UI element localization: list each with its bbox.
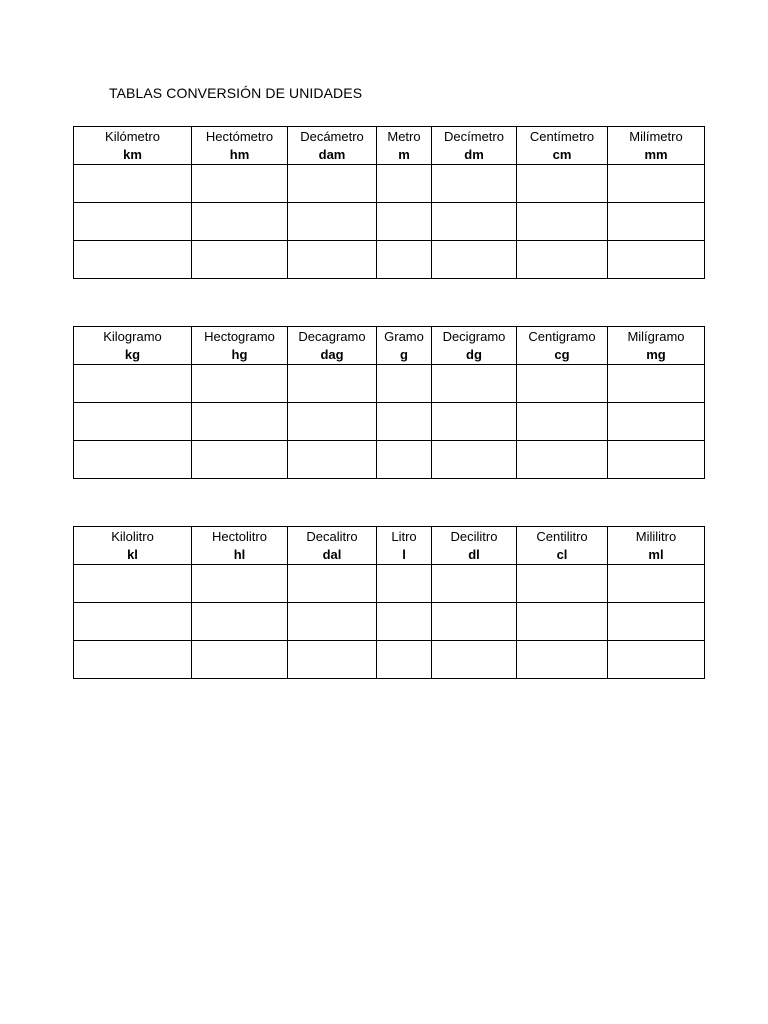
header-cell <box>288 327 377 365</box>
unit-abbreviation: dm <box>464 146 484 162</box>
table-row <box>74 241 705 279</box>
table-row <box>74 165 705 203</box>
empty-cell <box>74 403 192 441</box>
header-cell <box>608 327 705 365</box>
header-cell <box>288 127 377 165</box>
empty-cell <box>192 365 288 403</box>
unit-name: Kilogramo <box>103 328 162 344</box>
empty-cell <box>192 641 288 679</box>
empty-cell <box>432 203 517 241</box>
unit-abbreviation: dg <box>466 346 482 362</box>
empty-cell <box>608 603 705 641</box>
unit-abbreviation: mg <box>646 346 666 362</box>
empty-cell <box>288 165 377 203</box>
empty-cell <box>74 165 192 203</box>
empty-cell <box>74 441 192 479</box>
empty-cell <box>608 365 705 403</box>
header-cell <box>432 527 517 565</box>
unit-name: Milímetro <box>629 128 683 144</box>
empty-cell <box>608 441 705 479</box>
unit-name: Mililitro <box>635 528 677 544</box>
header-cell <box>74 527 192 565</box>
unit-abbreviation: cm <box>552 146 572 162</box>
empty-cell <box>377 441 432 479</box>
empty-cell <box>608 241 705 279</box>
header-cell <box>377 127 432 165</box>
table-row <box>74 565 705 603</box>
header-cell <box>74 127 192 165</box>
empty-cell <box>517 203 608 241</box>
empty-cell <box>74 603 192 641</box>
unit-abbreviation: dam <box>318 146 346 162</box>
empty-cell <box>288 441 377 479</box>
empty-cell <box>432 603 517 641</box>
page-title: TABLAS CONVERSIÓN DE UNIDADES <box>109 85 363 101</box>
empty-cell <box>608 203 705 241</box>
header-cell <box>517 327 608 365</box>
unit-abbreviation: ml <box>648 546 664 562</box>
empty-cell <box>377 241 432 279</box>
empty-cell <box>192 203 288 241</box>
empty-cell <box>608 641 705 679</box>
empty-cell <box>288 565 377 603</box>
empty-cell <box>517 603 608 641</box>
unit-abbreviation: mm <box>644 146 668 162</box>
empty-cell <box>192 441 288 479</box>
empty-cell <box>517 641 608 679</box>
unit-abbreviation: km <box>123 146 142 162</box>
header-cell <box>517 527 608 565</box>
empty-cell <box>432 403 517 441</box>
empty-cell <box>517 565 608 603</box>
unit-name: Litro <box>391 528 417 544</box>
unit-name: Hectolitro <box>212 528 267 544</box>
unit-name: Decilitro <box>450 528 498 544</box>
table-row <box>74 403 705 441</box>
header-row <box>74 527 705 565</box>
empty-cell <box>432 165 517 203</box>
unit-name: Centilitro <box>536 528 588 544</box>
unit-abbreviation: hm <box>229 146 250 162</box>
empty-cell <box>432 641 517 679</box>
unit-abbreviation: kg <box>124 346 141 362</box>
unit-name: Kilómetro <box>105 128 160 144</box>
empty-cell <box>74 241 192 279</box>
header-row <box>74 327 705 365</box>
empty-cell <box>608 403 705 441</box>
empty-cell <box>517 365 608 403</box>
header-cell <box>288 527 377 565</box>
unit-name: Kilolitro <box>111 528 154 544</box>
unit-abbreviation: g <box>400 346 408 362</box>
header-cell <box>608 127 705 165</box>
header-cell <box>432 127 517 165</box>
unit-abbreviation: kl <box>127 546 138 562</box>
empty-cell <box>377 365 432 403</box>
unit-name: Decagramo <box>298 328 366 344</box>
unit-abbreviation: cl <box>556 546 568 562</box>
empty-cell <box>432 565 517 603</box>
unit-name: Centímetro <box>529 128 595 144</box>
empty-cell <box>74 565 192 603</box>
header-cell <box>74 327 192 365</box>
header-cell <box>192 527 288 565</box>
header-cell <box>432 327 517 365</box>
header-cell <box>377 327 432 365</box>
empty-cell <box>288 641 377 679</box>
empty-cell <box>517 403 608 441</box>
unit-abbreviation: dag <box>320 346 344 362</box>
table-row <box>74 365 705 403</box>
table-row <box>74 441 705 479</box>
unit-name: Hectogramo <box>204 328 275 344</box>
empty-cell <box>74 203 192 241</box>
empty-cell <box>192 165 288 203</box>
header-cell <box>517 127 608 165</box>
empty-cell <box>432 365 517 403</box>
table-row <box>74 641 705 679</box>
empty-cell <box>377 641 432 679</box>
unit-abbreviation: cg <box>554 346 570 362</box>
volume-units-table <box>73 526 705 679</box>
mass-units-table <box>73 326 705 479</box>
empty-cell <box>192 603 288 641</box>
empty-cell <box>517 241 608 279</box>
header-cell <box>192 327 288 365</box>
empty-cell <box>288 603 377 641</box>
header-row <box>74 127 705 165</box>
unit-name: Hectómetro <box>205 128 274 144</box>
unit-name: Metro <box>387 128 421 144</box>
empty-cell <box>192 241 288 279</box>
unit-name: Decámetro <box>300 128 364 144</box>
header-cell <box>377 527 432 565</box>
empty-cell <box>608 565 705 603</box>
empty-cell <box>288 241 377 279</box>
unit-name: Decalitro <box>306 528 358 544</box>
unit-name: Gramo <box>384 328 424 344</box>
empty-cell <box>192 565 288 603</box>
empty-cell <box>377 203 432 241</box>
unit-abbreviation: dal <box>322 546 342 562</box>
empty-cell <box>432 441 517 479</box>
unit-name: Milígramo <box>627 328 685 344</box>
table-row <box>74 203 705 241</box>
empty-cell <box>74 365 192 403</box>
empty-cell <box>432 241 517 279</box>
empty-cell <box>608 165 705 203</box>
table-row <box>74 603 705 641</box>
header-cell <box>608 527 705 565</box>
unit-abbreviation: hl <box>233 546 246 562</box>
empty-cell <box>288 203 377 241</box>
empty-cell <box>377 403 432 441</box>
empty-cell <box>288 365 377 403</box>
unit-name: Centigramo <box>528 328 596 344</box>
unit-abbreviation: l <box>402 546 406 562</box>
unit-name: Decigramo <box>442 328 506 344</box>
unit-abbreviation: dl <box>468 546 480 562</box>
length-units-table <box>73 126 705 279</box>
unit-abbreviation: hg <box>231 346 248 362</box>
empty-cell <box>74 641 192 679</box>
unit-name: Decímetro <box>444 128 504 144</box>
empty-cell <box>377 603 432 641</box>
header-cell <box>192 127 288 165</box>
unit-abbreviation: m <box>398 146 410 162</box>
empty-cell <box>377 165 432 203</box>
empty-cell <box>377 565 432 603</box>
empty-cell <box>517 165 608 203</box>
empty-cell <box>517 441 608 479</box>
empty-cell <box>192 403 288 441</box>
empty-cell <box>288 403 377 441</box>
